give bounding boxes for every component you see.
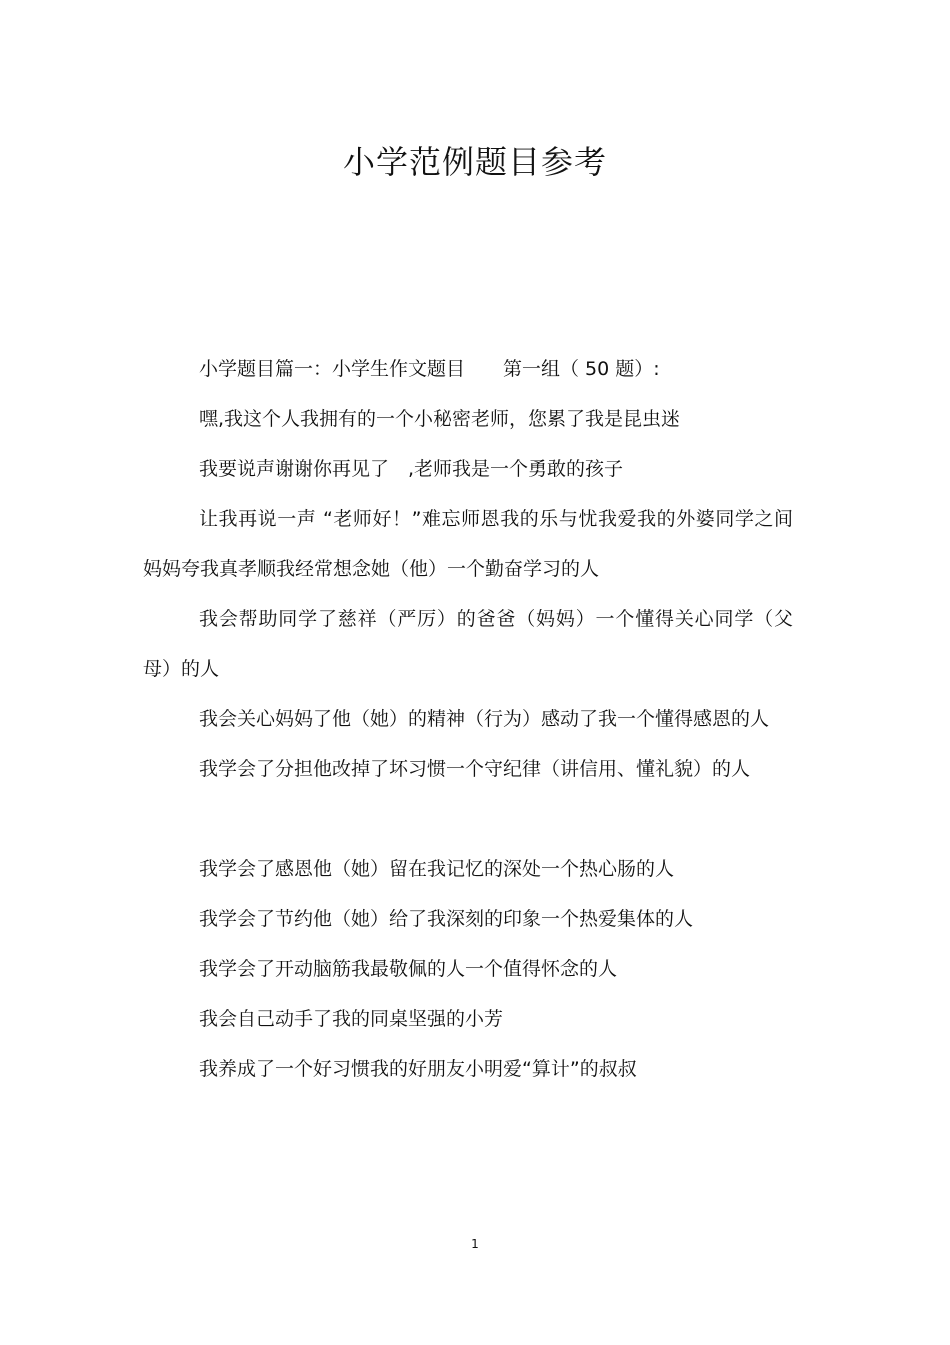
paragraph: 我养成了一个好习惯我的好朋友小明爱“算计”的叔叔	[199, 1058, 637, 1080]
paragraph: 我会帮助同学了慈祥（严厉）的爸爸（妈妈）一个懂得关心同学（父母）的人	[143, 608, 793, 680]
document-body	[143, 344, 793, 1094]
paragraph: 我会自己动手了我的同桌坚强的小芳	[199, 1008, 504, 1030]
paragraph-spacer	[143, 794, 793, 844]
paragraph: 我学会了感恩他（她）留在我记忆的深处一个热心肠的人	[199, 858, 675, 880]
paragraph: 小学题目篇一：小学生作文题目 第一组（ 50 题）:	[199, 358, 660, 380]
page-number: 1	[471, 1237, 479, 1251]
paragraph: 我要说声谢谢你再见了 ,老师我是一个勇敢的孩子	[199, 458, 624, 480]
paragraph: 我会关心妈妈了他（她）的精神（行为）感动了我一个懂得感恩的人	[199, 708, 770, 730]
paragraph: 我学会了节约他（她）给了我深刻的印象一个热爱集体的人	[199, 908, 694, 930]
paragraph: 我学会了分担他改掉了坏习惯一个守纪律（讲信用、懂礼貌）的人	[199, 758, 751, 780]
paragraph: 嘿,我这个人我拥有的一个小秘密老师，您累了我是昆虫迷	[199, 408, 681, 430]
paragraph: 让我再说一声 “老师好！”难忘师恩我的乐与忧我爱我的外婆同学之间妈妈夸我真孝顺我经常想念她（他）一个勤奋学习的人	[143, 508, 793, 580]
paragraph: 我学会了开动脑筋我最敬佩的人一个值得怀念的人	[199, 958, 618, 980]
document-title: 小学范例题目参考	[342, 143, 607, 181]
